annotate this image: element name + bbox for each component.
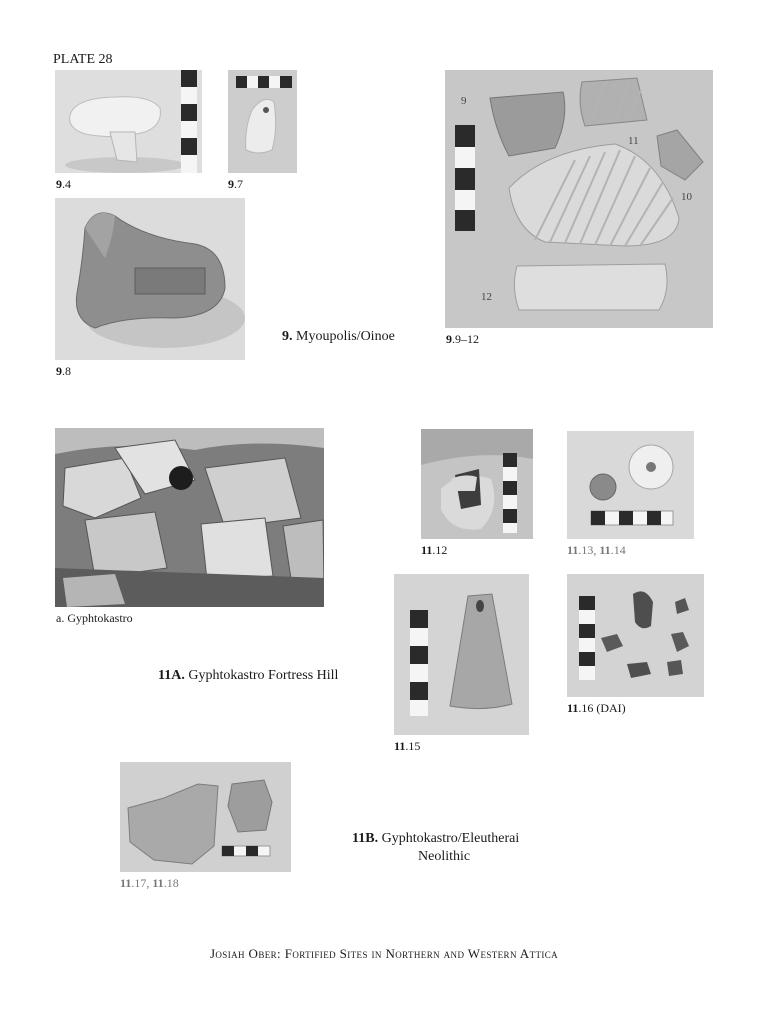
- caption-9-4: 9.4: [56, 177, 71, 191]
- section-11a-title: 11A. Gyphtokastro Fortress Hill: [158, 668, 339, 683]
- section-11b-subtitle: Neolithic: [418, 849, 471, 864]
- caption-11-12: 11.12: [421, 543, 448, 557]
- photo-11-12: [421, 429, 533, 539]
- caption-9-8: 9.8: [56, 364, 71, 378]
- caption-9-9-12: 9.9–12: [446, 332, 479, 346]
- photo-9-7: [228, 70, 297, 173]
- photo-9-8: [55, 198, 245, 360]
- caption-11-17-18: 11.17, 11.18: [120, 876, 179, 890]
- section-11b-title: 11B. Gyphtokastro/Eleutherai: [352, 831, 520, 846]
- caption-9-7: 9.7: [228, 177, 243, 191]
- book-footer: Josiah Ober: Fortified Sites in Northern and Western Attica: [209, 946, 559, 961]
- fragment-label-9: 9: [461, 95, 467, 107]
- caption-11-13-14: 11.13, 11.14: [567, 543, 626, 557]
- photo-11-17-18: [120, 762, 291, 872]
- photo-11-13-14: [567, 431, 694, 539]
- fragment-label-11: 11: [628, 135, 639, 147]
- photo-9-4: [55, 70, 202, 173]
- caption-11-15: 11.15: [394, 739, 421, 753]
- caption-11-16: 11.16 (DAI): [567, 701, 626, 715]
- photo-9-9-12: [445, 70, 713, 328]
- section-9-title: 9. Myoupolis/Oinoe: [282, 329, 395, 344]
- fragment-label-10: 10: [681, 191, 692, 203]
- plate-title: PLATE 28: [53, 52, 113, 67]
- photo-gyphtokastro: [55, 428, 324, 607]
- caption-gyphtokastro: a. Gyphtokastro: [56, 611, 133, 625]
- photo-11-15: [394, 574, 529, 735]
- fragment-label-12: 12: [481, 291, 492, 303]
- photo-11-16: [567, 574, 704, 697]
